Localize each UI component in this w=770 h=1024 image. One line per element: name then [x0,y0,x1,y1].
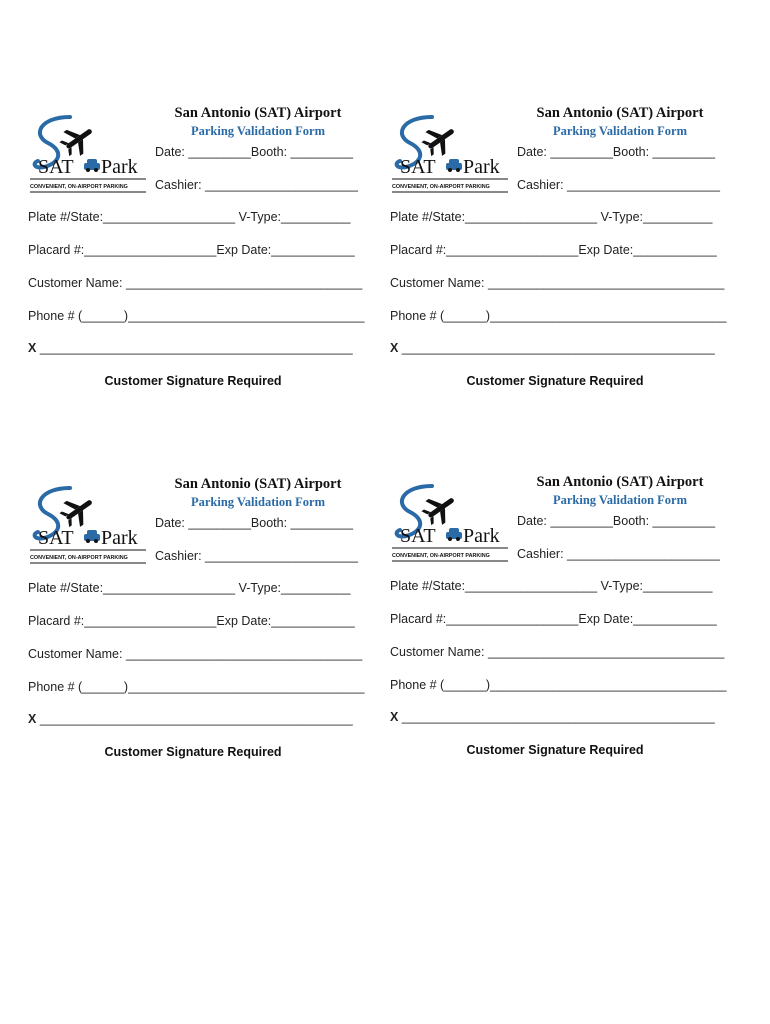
sat-park-logo [30,113,148,197]
phone-field[interactable]: Phone # (______)__________________________________ [28,309,365,323]
signature-underline: _____________________________________________ [401,341,715,355]
placard-exp-field[interactable]: Placard #:___________________Exp Date:____________ [28,614,355,628]
date-booth-field[interactable]: Date: _________Booth: _________ [517,145,716,159]
cashier-field[interactable]: Cashier: ______________________ [517,547,720,561]
signature-line[interactable] [390,710,715,724]
signature-required-note: Customer Signature Required [104,745,282,759]
plate-vtype-field[interactable]: Plate #/State:___________________ V-Type:__________ [28,581,351,595]
car-icon [84,530,100,543]
customer-name-field[interactable]: Customer Name: __________________________________ [28,276,363,290]
airplane-icon [418,118,462,161]
logo-park-text: Park [101,156,138,178]
validation-form-4 [390,474,727,774]
logo-sat-text: SAT [400,525,436,547]
signature-x-mark: X [28,712,37,726]
signature-underline: _____________________________________________ [401,710,715,724]
signature-line[interactable] [28,341,353,355]
plate-vtype-field[interactable]: Plate #/State:___________________ V-Type:__________ [390,579,713,593]
date-booth-field[interactable]: Date: _________Booth: _________ [155,516,354,530]
sat-park-logo [392,482,510,566]
airplane-icon [56,118,100,161]
form-subtitle: Parking Validation Form [552,124,688,138]
cashier-field[interactable]: Cashier: ______________________ [155,178,358,192]
logo-tagline: CONVENIENT, ON-AIRPORT PARKING [30,184,128,190]
signature-underline: _____________________________________________ [39,712,353,726]
form-title: San Antonio (SAT) Airport [536,105,704,121]
logo-tagline: CONVENIENT, ON-AIRPORT PARKING [30,555,128,561]
logo-tagline: CONVENIENT, ON-AIRPORT PARKING [392,553,490,559]
validation-form-1 [28,105,365,405]
car-icon [446,528,462,541]
customer-name-field[interactable]: Customer Name: __________________________________ [390,645,725,659]
signature-required-note: Customer Signature Required [104,374,282,388]
sat-park-logo [30,484,148,568]
logo-sat-text: SAT [400,156,436,178]
form-title: San Antonio (SAT) Airport [536,474,704,490]
car-icon [446,159,462,172]
validation-form-2 [390,105,727,405]
form-title: San Antonio (SAT) Airport [174,105,342,121]
form-subtitle: Parking Validation Form [552,493,688,507]
car-icon [84,159,100,172]
cashier-field[interactable]: Cashier: ______________________ [155,549,358,563]
signature-x-mark: X [28,341,37,355]
placard-exp-field[interactable]: Placard #:___________________Exp Date:____________ [390,612,717,626]
logo-park-text: Park [463,156,500,178]
phone-field[interactable]: Phone # (______)__________________________________ [28,680,365,694]
signature-required-note: Customer Signature Required [466,374,644,388]
airplane-icon [56,489,100,532]
plate-vtype-field[interactable]: Plate #/State:___________________ V-Type:__________ [28,210,351,224]
placard-exp-field[interactable]: Placard #:___________________Exp Date:____________ [390,243,717,257]
logo-park-text: Park [463,525,500,547]
signature-x-mark: X [390,710,399,724]
sat-park-logo [392,113,510,197]
date-booth-field[interactable]: Date: _________Booth: _________ [155,145,354,159]
date-booth-field[interactable]: Date: _________Booth: _________ [517,514,716,528]
airplane-icon [418,487,462,530]
phone-field[interactable]: Phone # (______)__________________________________ [390,309,727,323]
form-subtitle: Parking Validation Form [190,495,326,509]
form-subtitle: Parking Validation Form [190,124,326,138]
logo-tagline: CONVENIENT, ON-AIRPORT PARKING [392,184,490,190]
cashier-field[interactable]: Cashier: ______________________ [517,178,720,192]
placard-exp-field[interactable]: Placard #:___________________Exp Date:____________ [28,243,355,257]
form-title: San Antonio (SAT) Airport [174,476,342,492]
logo-sat-text: SAT [38,527,74,549]
signature-required-note: Customer Signature Required [466,743,644,757]
signature-x-mark: X [390,341,399,355]
logo-sat-text: SAT [38,156,74,178]
customer-name-field[interactable]: Customer Name: __________________________________ [390,276,725,290]
logo-park-text: Park [101,527,138,549]
validation-form-3 [28,476,365,776]
phone-field[interactable]: Phone # (______)__________________________________ [390,678,727,692]
signature-underline: _____________________________________________ [39,341,353,355]
plate-vtype-field[interactable]: Plate #/State:___________________ V-Type:__________ [390,210,713,224]
signature-line[interactable] [390,341,715,355]
signature-line[interactable] [28,712,353,726]
customer-name-field[interactable]: Customer Name: __________________________________ [28,647,363,661]
